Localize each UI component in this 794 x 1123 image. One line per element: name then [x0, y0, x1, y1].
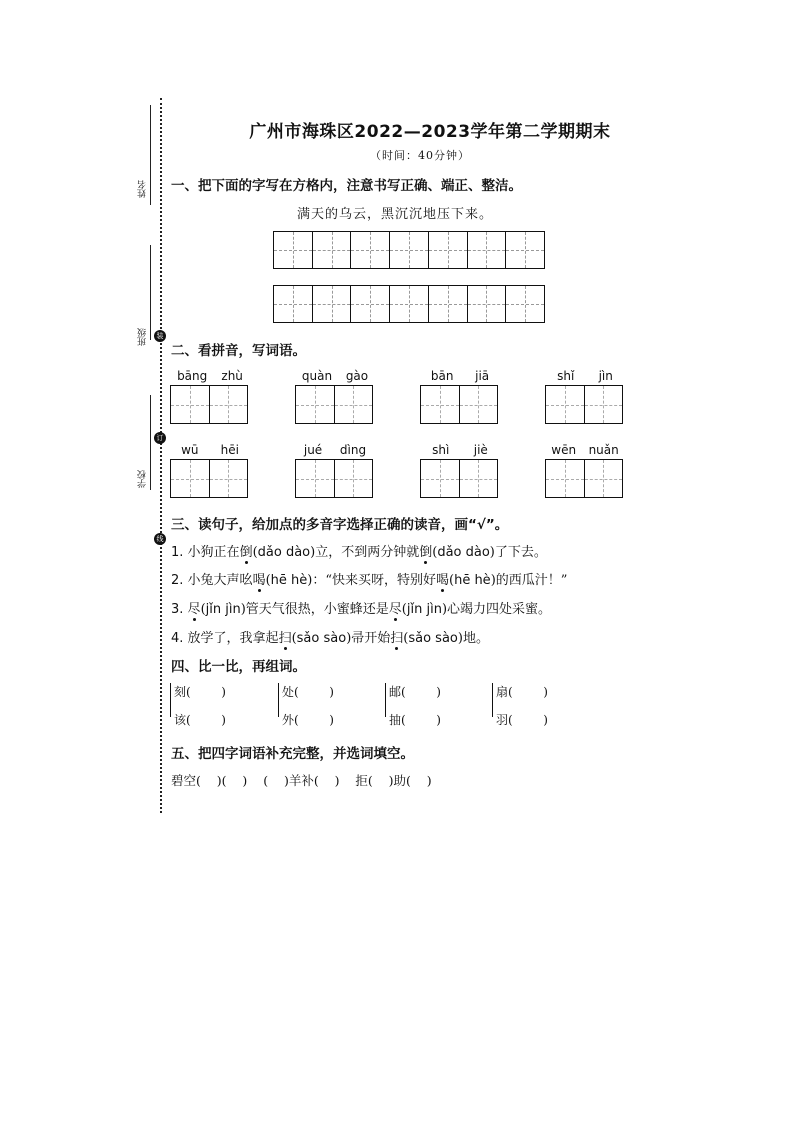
compare-item[interactable]: 外( ) — [282, 713, 334, 727]
sentence-4 — [171, 627, 489, 646]
sentence-number: 3. — [171, 602, 184, 617]
section1-heading: 一、把下面的字写在方格内，注意书写正确、端正、整洁。 — [171, 178, 522, 194]
name-label: 姓名 — [138, 180, 148, 198]
section2-heading: 二、看拼音，写词语。 — [171, 343, 306, 359]
pinyin-1: quàn — [301, 369, 333, 383]
grid-cell[interactable] — [313, 286, 352, 322]
pinyin-1: shǐ — [557, 369, 575, 383]
binding-dot-3: 线 — [154, 533, 166, 545]
pinyin-choice[interactable]: hē hè — [270, 573, 308, 588]
section4-heading: 四、比一比，再组词。 — [171, 659, 306, 675]
dotted-char: 尽 — [388, 602, 402, 617]
sentence-text: )了下去。 — [489, 545, 547, 560]
pinyin-item — [545, 443, 625, 498]
writing-grid-row-1[interactable] — [273, 231, 545, 269]
sentence-text: 放学了，我拿起 — [187, 631, 279, 646]
compare-item[interactable]: 刻( ) — [174, 685, 226, 699]
pinyin-2: hēi — [220, 443, 239, 457]
pinyin-1: wū — [181, 443, 199, 457]
pinyin-2: gào — [345, 369, 369, 383]
pinyin-2: dìng — [339, 443, 367, 457]
pinyin-item — [295, 443, 375, 498]
pinyin-choice[interactable]: hē hè — [454, 573, 491, 588]
pinyin-item — [420, 443, 500, 498]
sentence-number: 4. — [171, 631, 184, 646]
pinyin-choice[interactable]: jǐn jìn — [406, 602, 442, 617]
grid-cell[interactable] — [351, 286, 390, 322]
compare-item[interactable]: 邮( ) — [389, 685, 441, 699]
pinyin-answer-box[interactable] — [420, 459, 498, 498]
exam-time: （时间：40分钟） — [370, 149, 470, 162]
sentence-text: 小狗正在 — [187, 545, 240, 560]
writing-grid-row-2[interactable] — [273, 285, 545, 323]
grid-cell[interactable] — [468, 286, 507, 322]
sentence-text: )心竭力四处采蜜。 — [441, 602, 552, 617]
compare-item[interactable]: 羽( ) — [496, 713, 548, 727]
grid-cell[interactable] — [390, 232, 429, 268]
pinyin-item — [170, 443, 250, 498]
name-write-line — [150, 105, 151, 205]
paren: ( — [291, 631, 297, 646]
sentence-number: 1. — [171, 545, 184, 560]
pinyin-1: shì — [432, 443, 450, 457]
sentence-text: )地。 — [457, 631, 489, 646]
paren: ( — [449, 573, 455, 588]
pinyin-choice[interactable]: dǎo dào — [257, 545, 311, 560]
dotted-char: 扫 — [390, 631, 404, 646]
pinyin-2: jiā — [475, 369, 490, 383]
paren: ( — [265, 573, 271, 588]
pinyin-1: wēn — [551, 443, 577, 457]
compare-item[interactable]: 扇( ) — [496, 685, 548, 699]
section5-heading: 五、把四字词语补充完整，并选词填空。 — [171, 746, 414, 762]
copy-sentence: 满天的乌云，黑沉沉地压下来。 — [297, 207, 494, 222]
compare-item[interactable]: 抽( ) — [389, 713, 441, 727]
paren: ( — [252, 545, 258, 560]
pinyin-answer-box[interactable] — [170, 385, 248, 424]
paren: ( — [200, 602, 206, 617]
grid-cell[interactable] — [506, 232, 544, 268]
exam-title: 广州市海珠区2022—2023学年第二学期期末 — [249, 122, 611, 142]
class-write-line — [150, 245, 151, 340]
grid-cell[interactable] — [429, 286, 468, 322]
pinyin-answer-box[interactable] — [295, 385, 373, 424]
pinyin-2: nuǎn — [588, 443, 619, 457]
dotted-char: 喝 — [252, 573, 266, 588]
pinyin-choice[interactable]: sǎo sào — [408, 631, 458, 646]
grid-cell[interactable] — [429, 232, 468, 268]
pinyin-answer-box[interactable] — [170, 459, 248, 498]
school-write-line — [150, 395, 151, 490]
pinyin-answer-box[interactable] — [545, 459, 623, 498]
sentence-3 — [171, 598, 551, 617]
pinyin-item — [170, 369, 250, 424]
grid-cell[interactable] — [313, 232, 352, 268]
compare-item[interactable]: 处( ) — [282, 685, 334, 699]
pinyin-answer-box[interactable] — [295, 459, 373, 498]
pinyin-2: zhù — [221, 369, 243, 383]
pinyin-choice[interactable]: sǎo sào — [296, 631, 347, 646]
pinyin-choice[interactable]: jǐn jìn — [205, 602, 241, 617]
dotted-char: 喝 — [435, 573, 449, 588]
grid-cell[interactable] — [351, 232, 390, 268]
pinyin-answer-box[interactable] — [545, 385, 623, 424]
sentence-1 — [171, 541, 547, 560]
sentence-text: 小兔大声吆 — [187, 573, 253, 588]
sentence-text: )帚开始 — [346, 631, 391, 646]
paren: ( — [401, 602, 407, 617]
compare-item[interactable]: 该( ) — [174, 713, 226, 727]
pinyin-answer-box[interactable] — [420, 385, 498, 424]
pinyin-1: jué — [303, 443, 323, 457]
pinyin-2: jiè — [473, 443, 488, 457]
grid-cell[interactable] — [274, 286, 313, 322]
sentence-text: )：“快来买呀，特别好 — [307, 573, 436, 588]
grid-cell[interactable] — [506, 286, 544, 322]
sentence-2 — [171, 569, 567, 588]
school-label: 学校 — [138, 470, 148, 488]
dotted-char: 尽 — [187, 602, 201, 617]
binding-dot-1: 装 — [154, 330, 166, 342]
pinyin-item — [420, 369, 500, 424]
sentence-text: )的西瓜汁！” — [490, 573, 568, 588]
pinyin-2: jìn — [598, 369, 613, 383]
pinyin-choice[interactable]: dǎo dào — [437, 545, 490, 560]
idiom-fill-line[interactable]: 碧空( )( ) ( )羊补( ) 拒( )助( ) — [171, 773, 432, 788]
pinyin-1: bān — [430, 369, 454, 383]
dotted-char: 倒 — [239, 545, 253, 560]
grid-cell[interactable] — [468, 232, 507, 268]
pinyin-1: bāng — [177, 369, 208, 383]
sentence-number: 2. — [171, 573, 184, 588]
grid-cell[interactable] — [390, 286, 429, 322]
dotted-char: 倒 — [419, 545, 433, 560]
class-label: 班级 — [138, 328, 148, 346]
pinyin-item — [295, 369, 375, 424]
sentence-text: )管天气很热，小蜜蜂还是 — [240, 602, 389, 617]
dotted-char: 扫 — [278, 631, 292, 646]
binding-dot-2: 订 — [154, 432, 166, 444]
binding-dotted-line — [160, 98, 162, 813]
sentence-text: )立，不到两分钟就 — [310, 545, 420, 560]
grid-cell[interactable] — [274, 232, 313, 268]
paren: ( — [432, 545, 438, 560]
paren: ( — [403, 631, 409, 646]
section3-heading: 三、读句子，给加点的多音字选择正确的读音，画“√”。 — [171, 517, 509, 533]
pinyin-item — [545, 369, 625, 424]
